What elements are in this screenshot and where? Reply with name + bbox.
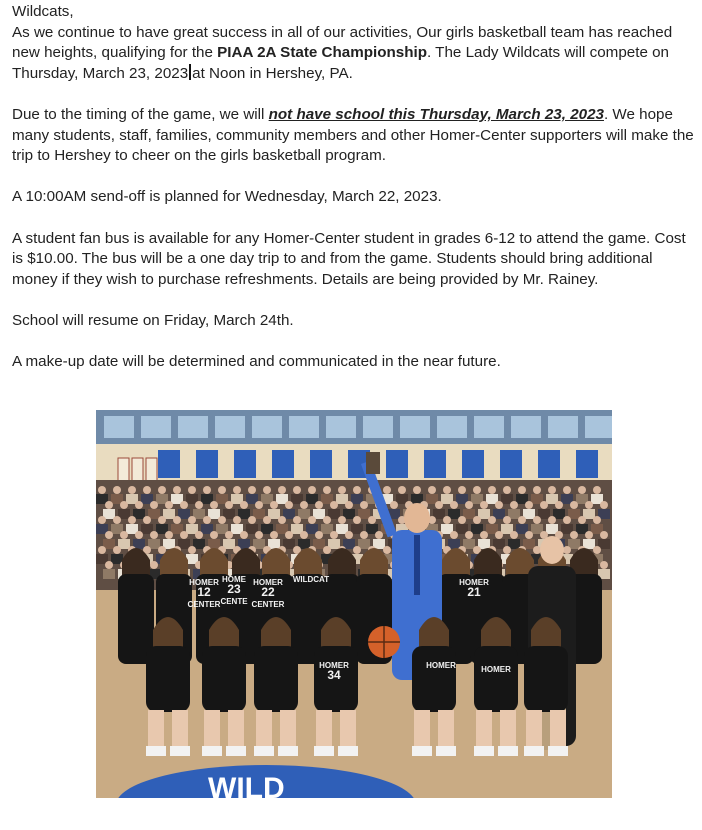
trophy <box>366 452 380 474</box>
crowd-face <box>300 531 308 539</box>
crowd-face <box>285 531 293 539</box>
crowd-face <box>480 501 488 509</box>
crowd-face <box>150 561 158 569</box>
player-shoe <box>254 746 274 756</box>
crowd-face <box>600 501 608 509</box>
player-shoe <box>278 746 298 756</box>
crowd-face <box>383 486 391 494</box>
championship-banner <box>462 450 484 478</box>
p1-text-c: . The Lady Wildcats will compete on Thursday, March 23, 2023 <box>12 44 669 82</box>
player-leg <box>256 710 272 750</box>
crowd-face <box>323 516 331 524</box>
crowd-face <box>188 516 196 524</box>
ceiling-window <box>252 416 282 438</box>
crowd-face <box>585 501 593 509</box>
ceiling-window <box>548 416 578 438</box>
crowd-face <box>270 531 278 539</box>
crowd-face <box>203 486 211 494</box>
ceiling-window <box>178 416 208 438</box>
crowd-face <box>323 546 331 554</box>
crowd-face <box>240 501 248 509</box>
paragraph-send-off: A 10:00AM send-off is planned for Wednesday, March 22, 2023. <box>12 188 442 206</box>
crowd-face <box>488 516 496 524</box>
ceiling-window <box>474 416 504 438</box>
ceiling-window <box>104 416 134 438</box>
player-shoe <box>548 746 568 756</box>
crowd-face <box>383 546 391 554</box>
player-shoe <box>436 746 456 756</box>
jersey-text: HOMER <box>319 661 349 670</box>
player-leg <box>148 710 164 750</box>
ceiling-window <box>215 416 245 438</box>
ceiling-window <box>511 416 541 438</box>
jersey-text: HOMER <box>459 578 489 587</box>
crowd-face <box>495 531 503 539</box>
player-jersey <box>146 646 190 712</box>
crowd-face <box>128 486 136 494</box>
player-leg <box>204 710 220 750</box>
crowd-face <box>518 516 526 524</box>
crowd-face <box>353 486 361 494</box>
crowd-face <box>150 531 158 539</box>
crowd-face <box>173 486 181 494</box>
crowd-face <box>593 546 601 554</box>
crowd-face <box>195 501 203 509</box>
player-leg <box>550 710 566 750</box>
crowd-face <box>443 516 451 524</box>
paragraph-announcement <box>12 23 696 85</box>
crowd-face <box>563 516 571 524</box>
crowd-face <box>233 486 241 494</box>
crowd-face <box>585 531 593 539</box>
championship-banner <box>234 450 256 478</box>
player-leg <box>172 710 188 750</box>
crowd-face <box>308 486 316 494</box>
crowd-face <box>165 501 173 509</box>
jersey-text: 23 <box>227 582 241 596</box>
crowd-face <box>525 531 533 539</box>
coach-tie <box>414 535 420 595</box>
crowd-face <box>570 531 578 539</box>
crowd-face <box>203 516 211 524</box>
crowd-face <box>315 501 323 509</box>
crowd-face <box>323 486 331 494</box>
crowd-face <box>503 516 511 524</box>
crowd-face <box>450 531 458 539</box>
player-leg <box>500 710 516 750</box>
championship-banner <box>538 450 560 478</box>
crowd-face <box>473 516 481 524</box>
player-shoe <box>146 746 166 756</box>
crowd-face <box>398 486 406 494</box>
crowd-face <box>593 486 601 494</box>
player-leg <box>280 710 296 750</box>
crowd-face <box>330 531 338 539</box>
crowd-face <box>360 501 368 509</box>
crowd-face <box>150 501 158 509</box>
crowd-face <box>563 486 571 494</box>
crowd-face <box>443 486 451 494</box>
crowd-face <box>375 531 383 539</box>
championship-banner <box>424 450 446 478</box>
jersey-text: CENTER <box>187 600 221 609</box>
crowd-face <box>105 531 113 539</box>
jersey-text: HOMER <box>253 578 283 587</box>
crowd-face <box>428 486 436 494</box>
p1-text-d: at Noon in Hershey, PA. <box>192 64 353 82</box>
crowd-face <box>510 501 518 509</box>
crowd-face <box>570 501 578 509</box>
crowd-face <box>345 531 353 539</box>
jersey-text: HOMER <box>189 578 219 587</box>
crowd-face <box>315 531 323 539</box>
championship-banner <box>386 450 408 478</box>
player-jersey <box>254 646 298 712</box>
player-leg <box>438 710 454 750</box>
crowd-face <box>353 516 361 524</box>
crowd-face <box>195 531 203 539</box>
p2-text-c: . We hope many students, staff, families, community members and other Homer-Center supporters will make the trip to Hershey to cheer on the girls basketball program. <box>12 105 694 165</box>
jersey-text: WILDCAT <box>292 575 330 584</box>
crowd-face <box>158 486 166 494</box>
crowd-face <box>503 546 511 554</box>
crowd-face <box>248 516 256 524</box>
adult-face <box>540 536 564 564</box>
player-shoe <box>338 746 358 756</box>
crowd-face <box>285 501 293 509</box>
championship-banner <box>196 450 218 478</box>
player-shoe <box>498 746 518 756</box>
crowd-face <box>510 531 518 539</box>
crowd-face <box>255 501 263 509</box>
crowd-face <box>360 531 368 539</box>
championship-banner <box>576 450 598 478</box>
crowd-face <box>120 501 128 509</box>
player-jersey <box>202 646 246 712</box>
crowd-face <box>518 486 526 494</box>
crowd-face <box>113 486 121 494</box>
crowd-face <box>435 501 443 509</box>
championship-name: PIAA 2A State Championship <box>217 44 428 62</box>
crowd-face <box>105 501 113 509</box>
crowd-face <box>563 546 571 554</box>
crowd-face <box>465 531 473 539</box>
crowd-face <box>390 501 398 509</box>
coach-face <box>404 503 430 533</box>
crowd-face <box>458 516 466 524</box>
crowd-face <box>450 501 458 509</box>
crowd-face <box>555 501 563 509</box>
crowd-face <box>225 501 233 509</box>
player-shoe <box>170 746 190 756</box>
crowd-face <box>263 516 271 524</box>
crowd-face <box>135 501 143 509</box>
player-leg <box>526 710 542 750</box>
crowd-face <box>293 486 301 494</box>
crowd-face <box>128 516 136 524</box>
player-leg <box>228 710 244 750</box>
crowd-face <box>218 486 226 494</box>
crowd-face <box>600 561 608 569</box>
text-cursor <box>189 64 191 80</box>
crowd-face <box>188 546 196 554</box>
crowd-face <box>480 531 488 539</box>
crowd-face <box>503 486 511 494</box>
player-leg <box>340 710 356 750</box>
crowd-face <box>578 516 586 524</box>
crowd-face <box>98 546 106 554</box>
jersey-text: HOME <box>222 575 246 584</box>
crowd-face <box>338 486 346 494</box>
crowd-face <box>278 486 286 494</box>
crowd-face <box>578 486 586 494</box>
crowd-face <box>263 486 271 494</box>
crowd-face <box>255 531 263 539</box>
crowd-face <box>158 546 166 554</box>
championship-banner <box>310 450 332 478</box>
crowd-face <box>210 501 218 509</box>
crowd-face <box>180 531 188 539</box>
crowd-face <box>143 486 151 494</box>
crowd-face <box>308 516 316 524</box>
crowd-face <box>525 501 533 509</box>
crowd-face <box>488 486 496 494</box>
player-leg <box>414 710 430 750</box>
ceiling-window <box>289 416 319 438</box>
crowd-face <box>548 486 556 494</box>
crowd-face <box>600 531 608 539</box>
player-shoe <box>226 746 246 756</box>
crowd-face <box>458 486 466 494</box>
crowd-face <box>548 516 556 524</box>
jersey-text: HOMER <box>426 661 456 670</box>
ceiling-window <box>400 416 430 438</box>
crowd-face <box>225 531 233 539</box>
player-shoe <box>524 746 544 756</box>
crowd-face <box>180 501 188 509</box>
crowd-face <box>135 531 143 539</box>
crowd-face <box>533 486 541 494</box>
player-leg <box>316 710 332 750</box>
jersey-text: CENTER <box>251 600 285 609</box>
ceiling-window <box>437 416 467 438</box>
ceiling-window <box>326 416 356 438</box>
crowd-face <box>540 501 548 509</box>
crowd-face <box>495 501 503 509</box>
crowd-face <box>98 486 106 494</box>
jersey-text: CENTE <box>220 597 248 606</box>
crowd-face <box>465 501 473 509</box>
player-leg <box>476 710 492 750</box>
team-photo-illustration <box>96 410 612 798</box>
crowd-face <box>293 516 301 524</box>
crowd-face <box>413 486 421 494</box>
paragraph-fan-bus: A student fan bus is available for any Homer-Center student in grades 6-12 to attend the game. Cost is $10.00. The bus will be a one day trip to and from the game. Students should bring additional money if they wish to purchase refreshments. Details are being provided by Mr. Rainey. <box>12 229 686 288</box>
crowd-face <box>218 516 226 524</box>
crowd-body <box>103 569 115 579</box>
player-jersey <box>524 646 568 712</box>
crowd-face <box>533 516 541 524</box>
jersey-text: 34 <box>327 668 341 682</box>
crowd-face <box>248 486 256 494</box>
championship-banner <box>500 450 522 478</box>
crowd-face <box>158 516 166 524</box>
paragraph-resume: School will resume on Friday, March 24th. <box>12 311 294 329</box>
championship-banner <box>272 450 294 478</box>
jersey-text: 22 <box>261 585 275 599</box>
player-jersey <box>412 646 456 712</box>
player-shoe <box>412 746 432 756</box>
crowd-face <box>188 486 196 494</box>
crowd-face <box>210 531 218 539</box>
jersey-text: HOMER <box>481 665 511 674</box>
player-shoe <box>314 746 334 756</box>
crowd-face <box>300 501 308 509</box>
paragraph-no-school <box>12 105 696 167</box>
floor-logo-text: WILD <box>208 772 285 798</box>
team-photo <box>96 410 612 798</box>
no-school-notice: not have school this Thursday, March 23, 2023 <box>268 105 604 123</box>
p1-text-a: As we continue to have great success in all of our activities, Our girls basketball team has reached new heights, qualifying for the <box>12 23 673 62</box>
crowd-face <box>593 516 601 524</box>
championship-banner <box>158 450 180 478</box>
ceiling-window <box>141 416 171 438</box>
crowd-face <box>338 516 346 524</box>
email-body <box>12 2 696 373</box>
player-jersey <box>474 646 518 712</box>
crowd-face <box>165 531 173 539</box>
crowd-face <box>143 516 151 524</box>
crowd-face <box>368 516 376 524</box>
crowd-face <box>113 516 121 524</box>
crowd-face <box>533 546 541 554</box>
crowd-face <box>120 531 128 539</box>
greeting: Wildcats, <box>12 3 74 20</box>
crowd-face <box>345 501 353 509</box>
paragraph-makeup-date: A make-up date will be determined and communicated in the near future. <box>12 353 501 371</box>
p2-text-a: Due to the timing of the game, we will <box>12 105 269 123</box>
player-shoe <box>474 746 494 756</box>
ceiling-window <box>585 416 612 438</box>
crowd-face <box>173 516 181 524</box>
crowd-face <box>98 516 106 524</box>
crowd-face <box>473 486 481 494</box>
crowd-face <box>278 516 286 524</box>
crowd-face <box>353 546 361 554</box>
jersey-text: 12 <box>197 585 211 599</box>
crowd-face <box>240 531 248 539</box>
crowd-face <box>233 516 241 524</box>
jersey-text: 21 <box>467 585 481 599</box>
crowd-face <box>270 501 278 509</box>
player-shoe <box>202 746 222 756</box>
ceiling-window <box>363 416 393 438</box>
crowd-face <box>330 501 338 509</box>
crowd-face <box>105 561 113 569</box>
crowd-face <box>113 546 121 554</box>
